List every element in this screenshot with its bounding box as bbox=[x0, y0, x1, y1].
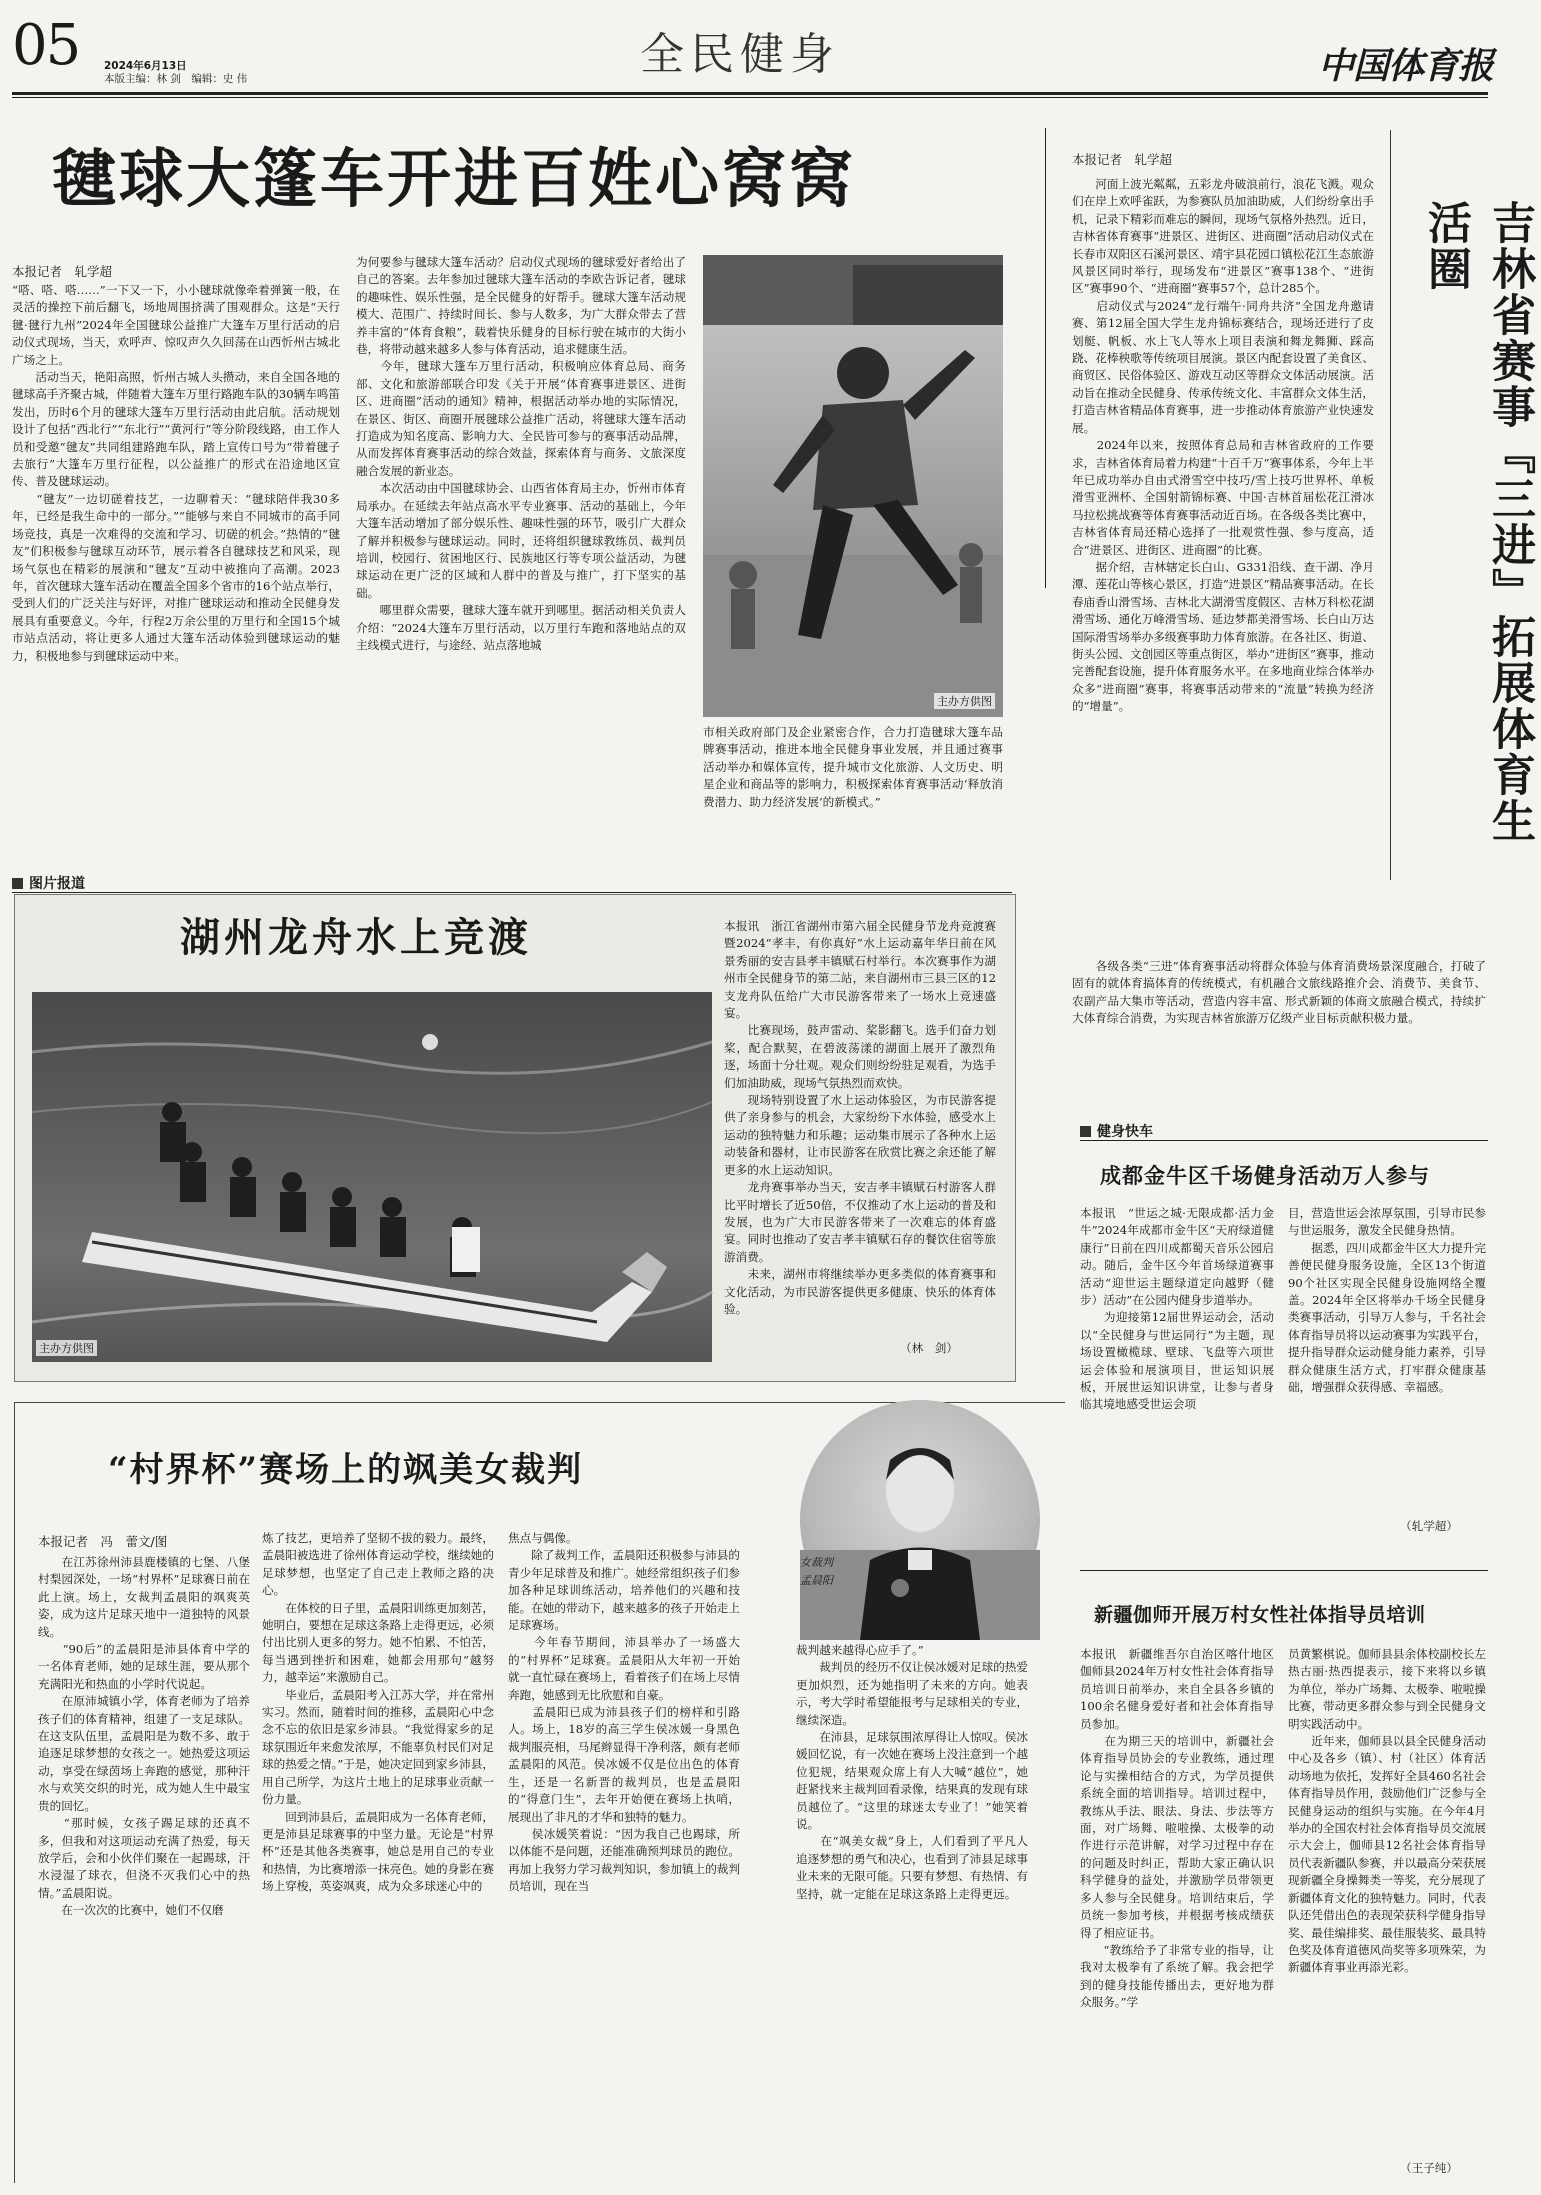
referee-portrait-figure bbox=[800, 1400, 1040, 1640]
photo-report-author: （林 剑） bbox=[900, 1341, 958, 1355]
referee-col3: 焦点与偶像。 除了裁判工作，孟晨阳还积极参与沛县的青少年足球普及和推广。她经常组织孩子们参加各种足球训练活动，培养他们的兴趣和技能。在她的带动下，越来越多的孩子开始走上足球赛场。 今年春节期间，沛县举办了一场盛大的“村界杯”足球赛。孟晨阳从大年初一开始就一直忙碌在赛场上，看着孩子们在场上尽情奔跑，她感到无比欣慰和自豪。 孟晨阳已成为沛县孩子们的榜样和引路人。场上，18岁的高三学生侯冰媛一身黑色裁判服亮相，马尾辫显得干净利落，颇有老师孟晨阳的风范。侯冰媛不仅是位出色的体育生，还是一名新晋的裁判员，也是孟晨阳的“得意门生”，去年开始便在赛场上执哨，展现出了非凡的才华和独特的魅力。 侯冰媛笑着说：“因为我自己也踢球，所以体能不是问题，还能准确预判球员的跑位。再加上我努力学习裁判知识，参加镇上的裁判员培训，现在当 bbox=[508, 1531, 740, 1894]
referee-col1: 在江苏徐州沛县鹿楼镇的七堡、八堡村梨园深处，一场“村界杯”足球赛日前在此上演。场上，女裁判孟晨阳的飒爽英姿，成为这片足球天地中一道独特的风景线。 “90后”的孟晨阳是沛县体育中学的一名体育老师，她的足球生涯，要从那个充满阳光和热血的小学时代说起。 在原沛城镇小学，体育老师为了培养孩子们的体育精神，组建了一支足球队。在这支队伍里，孟晨阳是为数不多、敢于追逐足球梦想的女孩之一。她热爱这项运动，享受在绿茵场上奔跑的感觉，那种汗水与欢笑交织的时光，成为她人生中最宝贵的回忆。 “那时候，女孩子踢足球的还真不多，但我和对这项运动充满了热爱，每天放学后，会和小伙伴们聚在一起踢球，汗水浸湿了球衣，但浇不灭我们心中的热情。”孟晨阳说。 在一次次的比赛中，她们不仅磨 bbox=[38, 1555, 250, 1918]
section-title: 全民健身 bbox=[640, 29, 840, 80]
referee-col4: 裁判越来越得心应手了。” 裁判员的经历不仅让侯冰媛对足球的热爱更加炽烈，还为她指明了未来的方向。她表示，考大学时希望能报考与足球相关的专业，继续深造。 在沛县，足球氛围浓厚得让人惊叹。侯冰媛回忆说，有一次她在赛场上没注意到一个越位犯规，结果观众席上有人大喊“越位”，她赶紧找来主裁判回看录像，结果真的发现有球员越位了。“这里的球迷太专业了！”她笑着说。 在“飒美女裁”身上，人们看到了平凡人追逐梦想的勇气和决心，也看到了沛县足球事业未来的无限可能。只要有梦想、有热情、有坚持，就一定能在足球这条路上走得更远。 bbox=[796, 1643, 1028, 1901]
photo-report-headline: 湖州龙舟水上竞渡 bbox=[180, 914, 532, 961]
chengdu-tag-marker bbox=[1080, 1126, 1091, 1137]
masthead-rule-thick bbox=[12, 92, 1488, 95]
masthead-rule-thin bbox=[12, 97, 1488, 98]
page-editors: 本版主编：林 剑 编辑：史 伟 bbox=[104, 73, 248, 85]
jilin-col2: 各级各类“三进”体育赛事活动将群众体验与体育消费场景深度融合，打破了固有的就体育搞体育的传统模式，有机融合文旅线路推介会、消费节、美食节、农副产品大集市等活动，营造内容丰富、形式新颖的体商文旅融合模式，持续扩大体育综合消费，为实现吉林省旅游万亿级产业目标贡献积极力量。 bbox=[1072, 959, 1486, 1026]
chengdu-col1: 本报讯 “世运之城·无限成都·活力金牛”2024年成都市金牛区“天府绿道健康行”日前在四川成都蜀天音乐公园启动。随后，金牛区今年首场绿道赛事活动“迎世运主题绿道定向越野（健步）活动”在公园内健身步道举办。 为迎接第12届世界运动会，活动以“全民健身与世运同行”为主题，现场设置橄榄球、壁球、飞盘等六项世运会体验和展演项目，世运知识展板，开展世运知识讲堂，让参与者身临其境地感受世运会项 bbox=[1080, 1206, 1274, 1412]
dragon-boat-photo bbox=[32, 992, 712, 1362]
jianzi-photo bbox=[703, 255, 1003, 717]
chengdu-headline: 成都金牛区千场健身活动万人参与 bbox=[1100, 1163, 1430, 1188]
jilin-col1: 河面上波光粼粼，五彩龙舟破浪前行，浪花飞溅。观众们在岸上欢呼雀跃，为参赛队员加油助威，人们纷纷拿出手机，记录下精彩而难忘的瞬间，现场气氛格外热烈。近日，吉林省体育赛事“进景区、进街区、进商圈”活动启动仪式在长春市双阳区石溪河景区、靖宇县花园口镇松花江生态旅游风景区同时举行，现场发布“进景区”赛事138个、“进街区”赛事90个、“进商圈”赛事57个，总计285个。 启动仪式与2024“龙行端午·同舟共济”全国龙舟邀请赛、第12届全国大学生龙舟锦标赛结合，现场还进行了皮划艇、帆板、水上飞人等水上项目表演和舞龙舞狮、踩高跷、花棒秧歌等传统项目展演。景区内配套设置了美食区、商贸区、民俗体验区、游戏互动区等群众文体活动展演。活动旨在推动全民健身、传承传统文化、丰富群众文体生活，打造吉林省精品体育赛事，进一步推动体育旅游产业快速发展。 2024年以来，按照体育总局和吉林省政府的工作要求，吉林省体育局着力构建“十百千万”赛事体系，今年上半年已成功举办自由式滑雪空中技巧/雪上技巧世界杯、单板滑雪亚洲杯、全国射箭锦标赛、中国·吉林首届松花江滑冰马拉松挑战赛等体育赛事活动近百场。在各级各类比赛中，吉林省体育局还精心选择了一批观赏性强、参与度高，适合“进景区、进街区、进商圈”的比赛。 据介绍，吉林辖定长白山、G331沿线、查干湖、净月潭、莲花山等核心景区，打造“进景区”精品赛事活动。在长春庙香山滑雪场、吉林北大湖滑雪度假区、吉林万科松花湖滑雪场、通化万峰滑雪场、延边梦都美滑雪场、长白山万达国际滑雪场举办多级赛事助力体育旅游。在各社区、街道、街头公园、文创园区等重点街区，举办“进街区”赛事，推动完善配套设施，提升体育服务水平。在多地商业综合体举办众多“进商圈”赛事，将赛事活动带来的“流量”转换为经济的“增量”。 bbox=[1072, 177, 1374, 714]
referee-photo-caption: 女裁判 孟晨阳 bbox=[800, 1556, 833, 1587]
jianzi-col3: 市相关政府部门及企业紧密合作，合力打造毽球大篷车品牌赛事活动，推进本地全民健身事业发展，并且通过赛事活动举办和媒体宣传，提升城市文化旅游、人文历史、明星企业和商品等的影响力，积极探索体育赛事活动‘释放消费潜力、助力经济发展’的新模式。” bbox=[703, 725, 1003, 809]
photo-report-tag bbox=[12, 873, 85, 893]
referee-headline: “村界杯”赛场上的飒美女裁判 bbox=[108, 1450, 584, 1490]
jilin-headline: 吉林省赛事『三进』拓展体育生活圈 bbox=[1420, 200, 1535, 844]
xinjiang-col1: 本报讯 新疆维吾尔自治区喀什地区伽师县2024年万村女性社会体育指导员培训日前举办，来自全县各乡镇的100余名健身爱好者和社会体育指导员参加。 在为期三天的培训中，新疆社会体育指导员协会的专业教练，通过理论与实操相结合的方式，为学员提供系统全面的培训指导。培训过程中，教练从手法、眼法、身法、步法等方面，对广场舞、啦啦操、太极拳的动作进行示范讲解，对学习过程中存在的问题及时纠正，帮助大家正确认识科学健身的益处，并激励学员带领更多人参与全民健身。培训结束后，学员统一参加考核，并根据考核成绩获得了相应证书。 “教练给予了非常专业的指导，让我对太极拳有了系统了解。我会把学到的健身技能传播出去，更好地为群众服务。”学 bbox=[1080, 1647, 1274, 2010]
photo-report-tag-marker bbox=[12, 878, 23, 889]
dragon-boat-photo-figure bbox=[32, 992, 712, 1362]
referee-byline: 本报记者 冯 蕾文/图 bbox=[38, 1534, 168, 1549]
chengdu-tag bbox=[1080, 1121, 1153, 1141]
referee-col2: 炼了技艺，更培养了坚韧不拔的毅力。最终，孟晨阳被选进了徐州体育运动学校，继续她的足球梦想，也坚定了自己走上教师之路的决心。 在体校的日子里，孟晨阳训练更加刻苦，她明白，要想在足球这条路上走得更远，必须付出比别人更多的努力。她不怕累、不怕苦，每当遇到挫折和困难，她都会用那句“越努力，越幸运”来激励自己。 毕业后，孟晨阳考入江苏大学，并在常州实习。然而，随着时间的推移，孟晨阳心中念念不忘的依旧是家乡沛县。“我觉得家乡的足球氛围近年来愈发浓厚，不能辜负村民们对足球的热爱之情。”于是，她决定回到家乡沛县，用自己所学，为这片土地上的足球事业贡献一份力量。 回到沛县后，孟晨阳成为一名体育老师，更是沛县足球赛事的中坚力量。无论是“村界杯”还是其他各类赛事，她总是用自己的专业和热情，为比赛增添一抹亮色。她的身影在赛场上穿梭，英姿飒爽，成为众多球迷心中的 bbox=[262, 1531, 495, 1894]
dragon-boat-photo-credit: 主办方供图 bbox=[36, 1340, 97, 1356]
xinjiang-col2: 员黄繁棋说。伽师县县余体校副校长左热古丽·热西提表示，接下来将以乡镇为单位，举办广场舞、太极拳、啦啦操比赛，带动更多群众参与到全民健身文明实践活动中。 近年来，伽师县以县全民健身活动中心及各乡（镇）、村（社区）体育活动场地为依托，发挥好全县460名社会体育指导员作用，鼓励他们广泛参与全民健身运动的组织与实施。在今年4月举办的全国农村社会体育指导员交流展示大会上，伽师县12名社会体育指导员代表新疆队参赛，并以最高分荣获展现新疆全身操舞类一等奖，充分展现了新疆体育文化的独特魅力。同时，代表队还凭借出色的表现荣获科学健身指导奖、最佳编排奖、最佳服装奖、最具特色奖及体育道德风尚奖等多项殊荣，为新疆体育事业再添光彩。 bbox=[1288, 1647, 1486, 1975]
jianzi-col2: 为何要参与毽球大篷车活动？启动仪式现场的毽球爱好者给出了自己的答案。去年参加过毽球大篷车活动的李欧告诉记者，毽球的趣味性、娱乐性强，是全民健身的好帮手。毽球大篷车活动规模大、范围广、持续时间长、参与人数多，为广大群众带去了营养丰富的“体育食粮”，载着快乐健身的目标行驶在城市的大街小巷，将带动越来越多人参与体育活动，追求健康生活。 今年，毽球大篷车万里行活动，积极响应体育总局、商务部、文化和旅游部联合印发《关于开展“体育赛事进景区、进街区、进商圈”活动的通知》精神，根据活动举办地的实际情况，在景区、街区、商圈开展毽球公益推广活动，将毽球大篷车活动打造成为知名度高、影响力大、全民皆可参与的赛事活动品牌，从而发挥体育赛事活动的综合效益，探索体育与商务、文旅深度融合发展的新业态。 本次活动由中国毽球协会、山西省体育局主办，忻州市体育局承办。在延续去年站点高水平专业赛事、活动的基础上，今年大篷车活动增加了部分娱乐性、趣味性强的环节，吸引广大群众了解并积极参与毽球运动。同时，还将组织毽球教练员、裁判员培训，校园行、贫困地区行、民族地区行等专项公益活动，为毽球运动在更广泛的区域和人群中的普及与推广，打下坚实的基础。 哪里群众需要，毽球大篷车就开到哪里。据活动相关负责人介绍：“2024大篷车万里行活动，以万里行车跑和落地站点的双主线模式进行，与途经、站点落地城 bbox=[356, 255, 686, 652]
jianzi-byline: 本报记者 轧学超 bbox=[12, 264, 113, 279]
referee-portrait bbox=[800, 1400, 1040, 1640]
photo-report-body: 本报讯 浙江省湖州市第六届全民健身节龙舟竞渡赛暨2024“孝丰，有你真好”水上运动嘉年华日前在风景秀丽的安吉县孝丰镇赋石村举行。本次赛事作为湖州市全民健身节的第二站，来自湖州市三县三区的12支龙舟队伍给广大市民游客带来了一场水上竞速盛宴。 比赛现场，鼓声雷动、桨影翻飞。选手们奋力划桨，配合默契，在碧波荡漾的湖面上展开了激烈角逐，场面十分壮观。观众们则纷纷驻足观看，为选手们加油助威，现场气氛热烈而欢快。 现场特别设置了水上运动体验区，为市民游客提供了亲身参与的机会，大家纷纷下水体验，感受水上运动的独特魅力和乐趣；运动集市展示了各种水上运动装备和器材，让市民游客在欣赏比赛之余还能了解更多的水上运动知识。 龙舟赛事举办当天，安吉孝丰镇赋石村游客人群比平时增长了近50倍，不仅推动了水上运动的普及和发展，也为广大市民游客带来了一次难忘的体育盛宴。同时也推动了安吉孝丰镇赋石存的餐饮住宿等旅游消费。 未来，湖州市将继续举办更多类似的体育赛事和文化活动，为市民游客提供更多健康、快乐的体育体验。 bbox=[724, 919, 996, 1316]
xinjiang-author: （王子纯） bbox=[1400, 2161, 1458, 2175]
xinjiang-rule bbox=[1080, 1570, 1488, 1571]
jilin-headline-box bbox=[1390, 130, 1535, 880]
chengdu-col2: 目，营造世运会浓厚氛围，引导市民参与世运服务，激发全民健身热情。 据悉，四川成都金牛区大力提升完善便民健身服务设施，全区13个街道90个社区实现全民健身设施网络全覆盖。2024年全区将举办千场全民健身类赛事活动，引导万人参与，千名社会体育指导员将以运动赛事为实践平台，提升指导群众运动健身能力素养，引导群众健康生活方式，打牢群众健康基础，增强群众获得感、幸福感。 bbox=[1288, 1206, 1486, 1395]
jianzi-photo-credit: 主办方供图 bbox=[934, 693, 995, 709]
chengdu-rule bbox=[1080, 1140, 1488, 1141]
chengdu-author: （轧学超） bbox=[1400, 1519, 1458, 1533]
issue-date: 2024年6月13日 bbox=[104, 60, 187, 72]
jianzi-headline: 毽球大篷车开进百姓心窝窝 bbox=[52, 142, 856, 217]
photo-report-rule bbox=[12, 892, 1012, 893]
photo-report-tag-label: 图片报道 bbox=[29, 876, 85, 892]
page-number: 05 bbox=[12, 13, 80, 78]
jianzi-photo-figure bbox=[703, 255, 1003, 717]
newspaper-logo: 中国体育报 bbox=[1318, 45, 1494, 87]
jilin-byline: 本报记者 轧学超 bbox=[1072, 152, 1173, 167]
jianzi-col1: “嗒、嗒、嗒……”一下又一下，小小毽球就像牵着弹簧一般，在灵活的操控下前后翻飞，场地周围挤满了围观群众。这是“天行毽·毽行九州”2024年全国毽球公益推广大篷车万里行活动的启动仪式现场，当天，欢呼声、惊叹声久久回荡在山西忻州古城北广场之上。 活动当天，艳阳高照，忻州古城人头攒动，来自全国各地的毽球高手齐聚古城，伴随着大篷车万里行路跑车队的30辆车鸣笛发出，历时6个月的毽球大篷车万里行活动由此启航。活动规划设计了包括“西北行”“东北行”“黄河行”等分阶段线路，由工作人员和受邀“毽友”共同组建路跑车队，踏上宣传口号为“带着毽子去旅行”大篷车万里行征程，以公益推广的形式在沿途地区宣传、普及毽球运动。 “毽友”一边切磋着技艺，一边聊着天：“毽球陪伴我30多年，已经是我生命中的一部分。”“能够与来自不同城市的高手同场竞技，真是一次难得的交流和学习、切磋的机会。”热情的“毽友”们积极参与毽球互动环节，展示着各自毽球技艺和风采，现场气氛也在精彩的展演和“毽友”互动中被推向了高潮。2023年，首次毽球大篷车活动在覆盖全国多个省市的16个站点举行，受到人们的广泛关注与好评，对推广毽球运动和推动全民健身发展具有重要意义。今年，行程2万余公里的万里行和全国15个城市站点活动，将让更多人通过大篷车活动体验到毽球运动的魅力，积极地参与到毽球运动中来。 bbox=[12, 283, 340, 663]
chengdu-tag-label: 健身快车 bbox=[1097, 1124, 1153, 1140]
right-column-divider bbox=[1045, 128, 1046, 588]
xinjiang-headline: 新疆伽师开展万村女性社体指导员培训 bbox=[1094, 1604, 1426, 1626]
